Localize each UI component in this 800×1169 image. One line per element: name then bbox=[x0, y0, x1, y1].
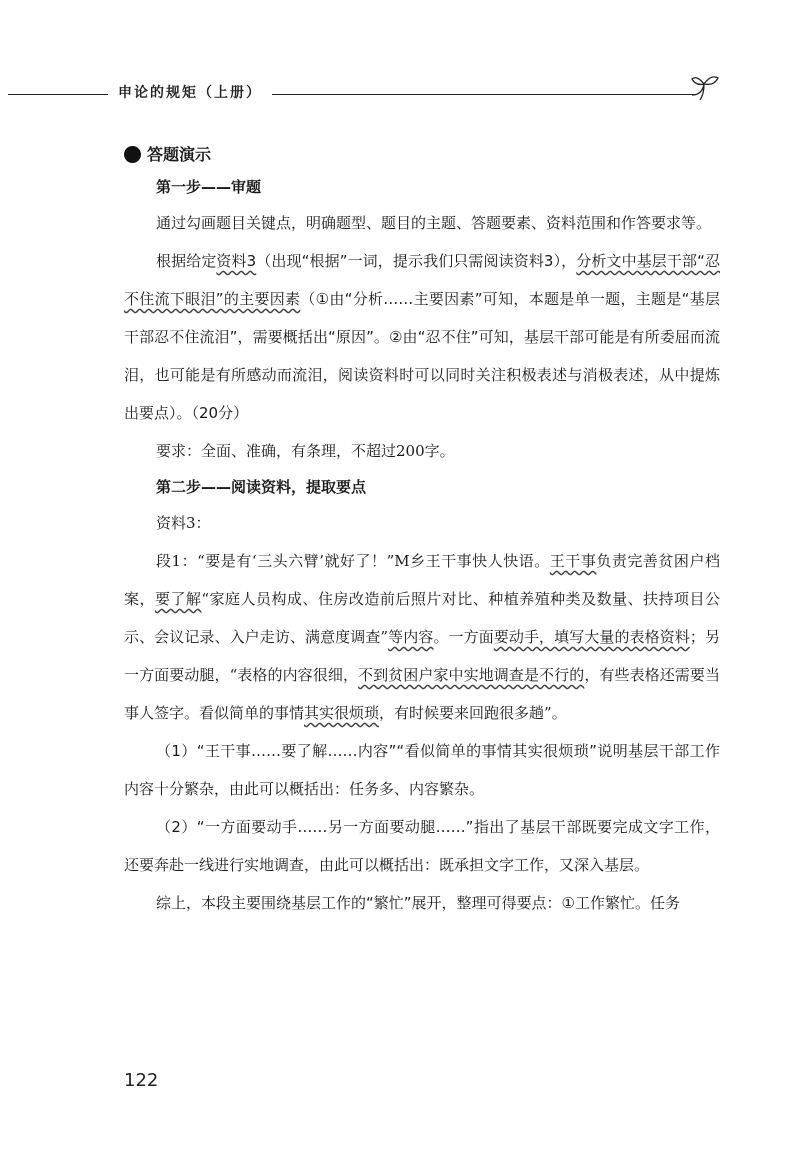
page-number: 122 bbox=[124, 1070, 159, 1091]
material-paragraph: 段1：“要是有‘三头六臂’就好了！”M乡王干事快人快语。王干事负责完善贫困户档案，要了解“家庭人员构成、住房改造前后照片对比、种植养殖种类及数量、扶持项目公示、会议记录、入户走访、满意度调查”等内容。一方面要动手，填写大量的表格资料；另一方面要动腿，“表格的内容很细，不到贫困户家中实地调查是不行的，有些表格还需要当事人签字。看似简单的事情其实很烦琐，有时候要来回跑很多趟”。 bbox=[124, 552, 720, 722]
header-rule-left bbox=[8, 94, 108, 95]
highlight-question: 分析文中基层干部“忍不住流下眼泪”的主要因素 bbox=[124, 252, 720, 308]
highlight-cadre: 王干事 bbox=[549, 552, 597, 570]
summary-paragraph: 综上，本段主要围绕基层工作的“繁忙”展开，整理可得要点：①工作繁忙。任务 bbox=[156, 894, 680, 912]
highlight-survey: 不到贫困户家中实地调查是不行的 bbox=[358, 666, 585, 684]
highlight-tedious: 其实很烦琐 bbox=[304, 704, 380, 722]
section-heading bbox=[124, 140, 720, 170]
step1-heading: 第一步——审题 bbox=[156, 178, 262, 196]
highlight-forms: 要动手，填写大量的表格资料 bbox=[493, 628, 690, 646]
sprout-icon bbox=[690, 70, 720, 102]
book-title: 申论的规矩（上册） bbox=[118, 85, 262, 101]
page-body bbox=[124, 140, 720, 922]
analysis-1: （1）“王干事……要了解……内容”“看似简单的事情其实很烦琐”说明基层干部工作内容十分繁杂，由此可以概括出：任务多、内容繁杂。 bbox=[124, 742, 720, 798]
step1-requirement: 要求：全面、准确，有条理，不超过200字。 bbox=[156, 442, 455, 460]
section-bullet-icon bbox=[124, 146, 141, 163]
step1-paragraph: 通过勾画题目关键点，明确题型、题目的主题、答题要素、资料范围和作答要求等。 bbox=[156, 214, 712, 232]
step2-heading: 第二步——阅读资料，提取要点 bbox=[156, 478, 367, 496]
highlight-content: 等内容 bbox=[388, 628, 434, 646]
running-header bbox=[0, 70, 800, 110]
header-rule-right bbox=[272, 94, 697, 95]
step1-question-paragraph: 根据给定资料3（出现“根据”一词，提示我们只需阅读资料3），分析文中基层干部“忍不住流下眼泪”的主要因素（①由“分析……主要因素”可知，本题是单一题，主题是“基层干部忍不住流泪”，需要概括出“原因”。②由“忍不住”可知，基层干部可能是有所委屈而流泪，也可能是有所感动而流泪，阅读资料时可以同时关注积极表述与消极表述，从中提炼出要点）。（20分） bbox=[124, 252, 720, 422]
highlight-material: 资料3 bbox=[216, 252, 257, 270]
material-label: 资料3： bbox=[156, 514, 211, 532]
highlight-need: 要了解 bbox=[154, 590, 202, 608]
analysis-2: （2）“一方面要动手……另一方面要动腿……”指出了基层干部既要完成文字工作，还要奔赴一线进行实地调查，由此可以概括出：既承担文字工作，又深入基层。 bbox=[124, 818, 720, 874]
section-heading-text: 答题演示 bbox=[147, 145, 212, 164]
